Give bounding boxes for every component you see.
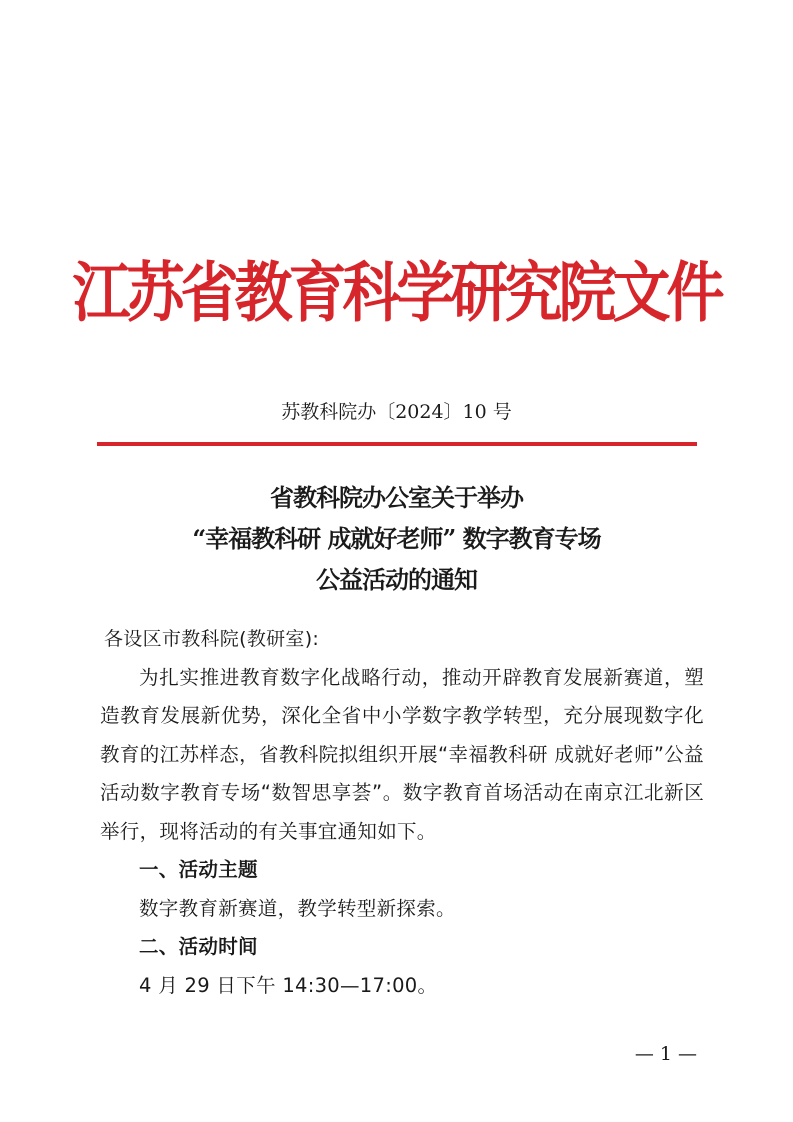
section-heading-theme: 一、活动主题: [139, 858, 258, 881]
red-separator-rule: [97, 442, 697, 446]
document-title: [0, 477, 793, 600]
page-number-text: — 1 —: [634, 1043, 697, 1065]
section-heading-time: 二、活动时间: [139, 935, 258, 958]
document-title-line-1: 省教科院办公室关于举办: [270, 483, 523, 512]
document-number: 苏教科院办〔2024〕10 号: [281, 401, 512, 423]
section-text-time: 4 月 29 日下午 14:30—17:00。: [139, 973, 438, 997]
document-title-line-2: “幸福教科研 成就好老师” 数字教育专场: [192, 524, 601, 553]
issuing-organization-title: 江苏省教育科学研究院文件: [72, 254, 721, 331]
page-number: [0, 1040, 793, 1068]
document-title-line-3: 公益活动的通知: [316, 565, 477, 594]
intro-paragraph: 为扎实推进教育数字化战略行动，推动开辟教育发展新赛道，塑造教育发展新优势，深化全省中小学数字教学转型，充分展现数字化教育的江苏样态，省教科院拟组织开展“幸福教科研 成就好老师”公益活动数字教育专场“数智思享荟”。数字教育首场活动在南京江北新区举行，现将活动的有关事宜通知如下。: [100, 665, 704, 843]
section-text-theme: 数字教育新赛道，教学转型新探索。: [139, 896, 456, 920]
document-body: [100, 620, 704, 1005]
salutation: 各设区市教科院(教研室):: [104, 628, 320, 650]
